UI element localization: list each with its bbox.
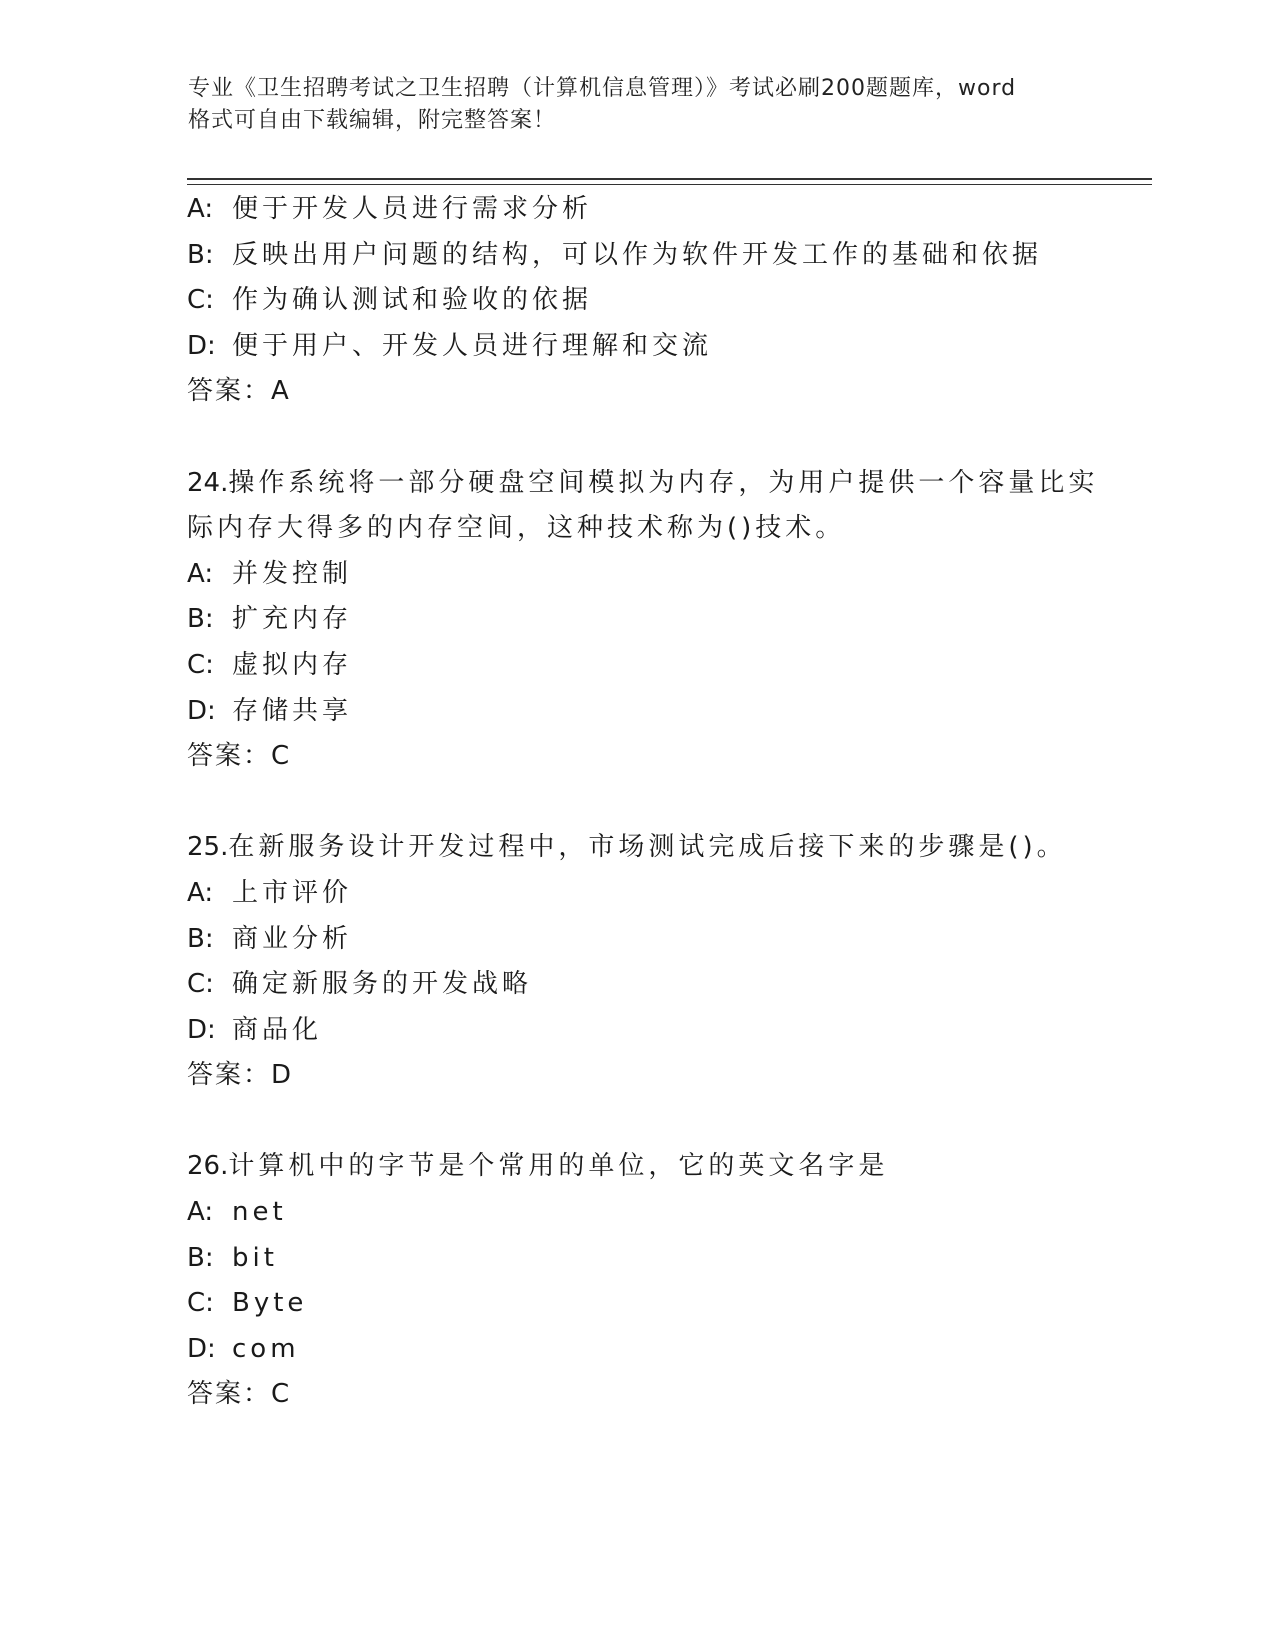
option-letter: A: [187, 194, 214, 224]
option-a [187, 871, 1127, 917]
answer-label: 答案： [187, 1060, 272, 1091]
question-stem-line-1 [187, 461, 1127, 507]
option-b [187, 597, 1127, 643]
option-d [187, 1008, 1127, 1054]
option-letter: A: [187, 877, 214, 908]
header-title-line-1: 专业《卫生招聘考试之卫生招聘（计算机信息管理）》考试必刷200题题库，word [188, 76, 1017, 101]
option-letter: C: [187, 969, 214, 1000]
option-c [187, 1281, 1127, 1327]
question-number: 24. [187, 467, 229, 498]
option-letter: D: [187, 1014, 216, 1045]
option-letter: B: [187, 1242, 214, 1273]
question-number: 26. [187, 1151, 229, 1182]
question-spacer [187, 1099, 1127, 1145]
question-25 [187, 825, 1127, 1099]
question-number: 25. [187, 832, 229, 863]
option-c [187, 278, 1127, 324]
answer-label: 答案： [187, 741, 272, 772]
option-text: bit [232, 1242, 278, 1273]
option-letter: D: [187, 695, 216, 726]
question-stem: 操作系统将一部分硬盘空间模拟为内存，为用户提供一个容量比实 [228, 467, 1099, 498]
header-divider-thin [187, 184, 1152, 185]
option-text: 便于用户、开发人员进行理解和交流 [232, 330, 713, 361]
question-26 [187, 1144, 1127, 1418]
header-divider-thick [187, 178, 1152, 180]
option-text: 便于开发人员进行需求分析 [232, 194, 593, 224]
option-a [187, 187, 1127, 233]
question-stem-line-1 [187, 1144, 1127, 1190]
option-letter: B: [187, 923, 214, 954]
answer-value: D [271, 1060, 293, 1091]
option-text: Byte [232, 1288, 308, 1319]
answer-value: C [271, 1379, 291, 1410]
header-title-line-2: 格式可自由下载编辑，附完整答案！ [188, 108, 557, 133]
option-text: 商业分析 [232, 923, 353, 954]
option-text: 确定新服务的开发战略 [232, 969, 533, 1000]
option-c [187, 643, 1127, 689]
answer-label: 答案： [187, 1379, 272, 1410]
option-letter: C: [187, 1288, 214, 1319]
option-text: 扩充内存 [232, 604, 353, 635]
option-letter: B: [187, 239, 214, 270]
option-text: 反映出用户问题的结构，可以作为软件开发工作的基础和依据 [232, 239, 1043, 270]
answer-value: A [271, 376, 290, 407]
option-text: 商品化 [232, 1014, 323, 1045]
option-d [187, 324, 1127, 370]
answer-label: 答案： [187, 376, 272, 407]
question-24 [187, 461, 1127, 780]
question-stem: 在新服务设计开发过程中，市场测试完成后接下来的步骤是()。 [228, 832, 1067, 863]
answer-line [187, 734, 1127, 780]
option-a [187, 1190, 1127, 1236]
question-list [187, 187, 1127, 1418]
option-c [187, 962, 1127, 1008]
option-letter: D: [187, 1333, 216, 1364]
option-text: 并发控制 [232, 558, 353, 589]
option-b [187, 233, 1127, 279]
answer-line [187, 1372, 1127, 1418]
question-spacer [187, 780, 1127, 826]
option-a [187, 552, 1127, 598]
option-text: net [232, 1197, 287, 1228]
document-header [188, 73, 1088, 137]
option-text: 作为确认测试和验收的依据 [232, 285, 593, 316]
option-text: 上市评价 [232, 877, 353, 908]
option-letter: B: [187, 604, 214, 635]
answer-line [187, 1053, 1127, 1099]
answer-line [187, 369, 1127, 415]
option-letter: C: [187, 649, 214, 680]
option-b [187, 917, 1127, 963]
option-text: 存储共享 [232, 695, 353, 726]
question-stem: 计算机中的字节是个常用的单位，它的英文名字是 [228, 1151, 889, 1182]
question-23 [187, 187, 1127, 415]
option-letter: A: [187, 1197, 214, 1228]
option-text: com [232, 1333, 300, 1364]
option-text: 虚拟内存 [232, 649, 353, 680]
option-d [187, 689, 1127, 735]
question-spacer [187, 415, 1127, 461]
option-b [187, 1236, 1127, 1282]
answer-value: C [271, 741, 291, 772]
option-letter: A: [187, 558, 214, 589]
question-stem-line-2: 际内存大得多的内存空间，这种技术称为()技术。 [187, 513, 846, 544]
question-stem-line-1 [187, 825, 1127, 871]
option-d [187, 1327, 1127, 1373]
option-letter: C: [187, 285, 214, 316]
option-letter: D: [187, 330, 216, 361]
